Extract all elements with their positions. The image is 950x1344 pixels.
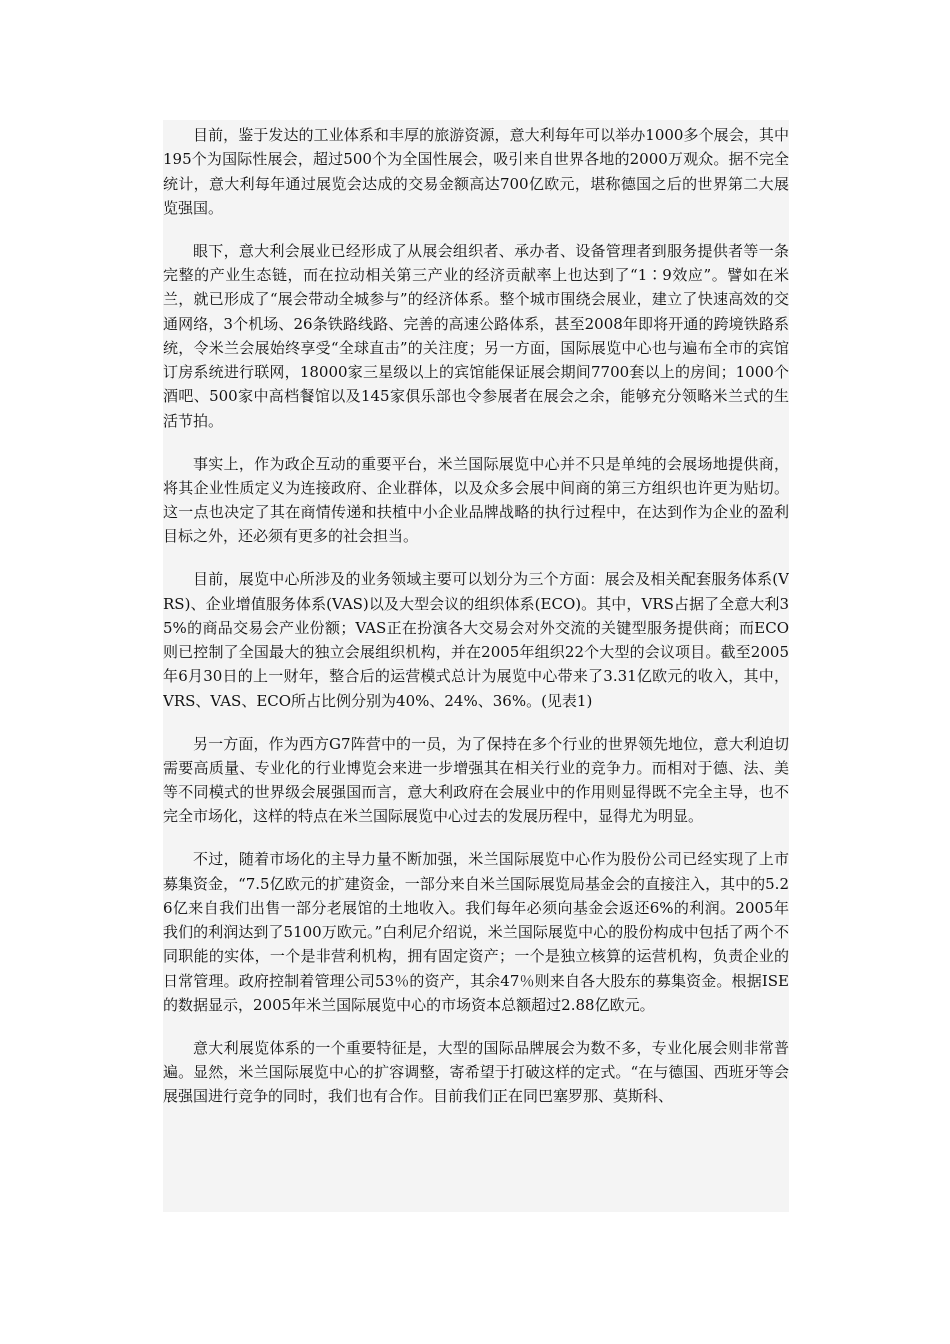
article-body — [163, 120, 789, 1212]
paragraph-3: 事实上，作为政企互动的重要平台，米兰国际展览中心并不只是单纯的会展场地提供商，将其企业性质定义为连接政府、企业群体，以及众多会展中间商的第三方组织也许更为贴切。这一点也决定了其在商情传递和扶植中小企业品牌战略的执行过程中，在达到作为企业的盈利目标之外，还必须有更多的社会担当。 — [163, 454, 789, 546]
paragraph-5: 另一方面，作为西方G7阵营中的一员，为了保持在多个行业的世界领先地位，意大利迫切需要高质量、专业化的行业博览会来进一步增强其在相关行业的竞争力。而相对于德、法、美等不同模式的世界级会展强国而言，意大利政府在会展业中的作用则显得既不完全主导，也不完全市场化，这样的特点在米兰国际展览中心过去的发展历程中，显得尤为明显。 — [163, 734, 789, 826]
paragraph-2: 眼下，意大利会展业已经形成了从展会组织者、承办者、设备管理者到服务提供者等一条完整的产业生态链，而在拉动相关第三产业的经济贡献率上也达到了“1∶9效应”。譬如在米兰，就已形成了“展会带动全城参与”的经济体系。整个城市围绕会展业，建立了快速高效的交通网络，3个机场、26条铁路线路、完善的高速公路体系，甚至2008年即将开通的跨境铁路系统，令米兰会展始终享受“全球直击”的关注度；另一方面，国际展览中心也与遍布全市的宾馆订房系统进行联网，18000家三星级以上的宾馆能保证展会期间7700套以上的房间；1000个酒吧、500家中高档餐馆以及145家俱乐部也令参展者在展会之余，能够充分领略米兰式的生活节拍。 — [163, 241, 789, 430]
paragraph-4: 目前，展览中心所涉及的业务领域主要可以划分为三个方面：展会及相关配套服务体系(VRS)、企业增值服务体系(VAS)以及大型会议的组织体系(ECO)。其中，VRS占据了全意大利35%的商品交易会产业份额；VAS正在扮演各大交易会对外交流的关键型服务提供商；而ECO则已控制了全国最大的独立会展组织机构，并在2005年组织22个大型的会议项目。截至2005年6月30日的上一财年，整合后的运营模式总计为展览中心带来了3.31亿欧元的收入，其中，VRS、VAS、ECO所占比例分别为40%、24%、36%。(见表1) — [163, 570, 789, 710]
paragraph-6: 不过，随着市场化的主导力量不断加强，米兰国际展览中心作为股份公司已经实现了上市募集资金，“7.5亿欧元的扩建资金，一部分来自米兰国际展览局基金会的直接注入，其中的5.26亿来自我们出售一部分老展馆的土地收入。我们每年必须向基金会返还6%的利润。2005年我们的利润达到了5100万欧元。”白利尼介绍说，米兰国际展览中心的股份构成中包括了两个不同职能的实体，一个是非营利机构，拥有固定资产；一个是独立核算的运营机构，负责企业的日常管理。政府控制着管理公司53％的资产，其余47％则来自各大股东的募集资金。根据ISE的数据显示，2005年米兰国际展览中心的市场资本总额超过2.88亿欧元。 — [163, 850, 789, 1014]
paragraph-7: 意大利展览体系的一个重要特征是，大型的国际品牌展会为数不多，专业化展会则非常普遍。显然，米兰国际展览中心的扩容调整，寄希望于打破这样的定式。“在与德国、西班牙等会展强国进行竞争的同时，我们也有合作。目前我们正在同巴塞罗那、莫斯科、 — [163, 1038, 789, 1106]
paragraph-1: 目前，鉴于发达的工业体系和丰厚的旅游资源，意大利每年可以举办1000多个展会，其中195个为国际性展会，超过500个为全国性展会，吸引来自世界各地的2000万观众。据不完全统计，意大利每年通过展览会达成的交易金额高达700亿欧元，堪称德国之后的世界第二大展览强国。 — [163, 126, 789, 217]
